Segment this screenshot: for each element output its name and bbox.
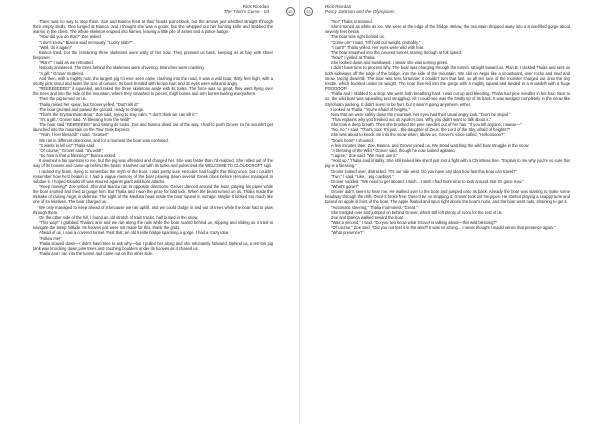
header-title: The Titan's Curse - 03 bbox=[223, 9, 269, 15]
paragraph: "Down here!" I shouted. bbox=[331, 137, 374, 143]
paragraph: Bianca tried, but the remaining three skeletons were wary of her now. They pressed us back, keeping us at bay with sheer firepower. bbox=[33, 49, 273, 61]
paragraph: "Fun," I said. "Like... pig cowboys." bbox=[331, 173, 394, 179]
paragraph: "I can't!" Thalia yelled. Her eyes were wild with fear. bbox=[331, 44, 425, 50]
paragraph: She took a deep breath. Then she brushed the pine needles out of her hair. "If you tell anyone, I swear—" bbox=[331, 122, 522, 128]
paragraph: "It wants to kill us!" Thalia said. bbox=[39, 142, 96, 148]
paragraph: A few minutes later, Zoe, Bianca, and Grover joined us. We stood watching the wild boar struggle in the snow. bbox=[331, 142, 530, 148]
page-header bbox=[325, 4, 394, 15]
paragraph: "Now!" I yelled at Thalia. bbox=[331, 55, 376, 61]
paragraph: "That's the Erymanthian Boar," Zoe said, trying to stay calm. "I don't think we can kill it." bbox=[39, 111, 198, 117]
paragraph: "Come on!" I said. "It'll hold our weight, probably." bbox=[331, 39, 421, 45]
paragraph: On the other side of the hill, I found an old stretch of train tracks, half buried in the snow. bbox=[39, 214, 199, 220]
paragraph: We ran in different directions, and for a moment the boar was confused. bbox=[39, 137, 169, 143]
paragraph: Ahead of us, I saw a covered tunnel. Past that, an old trestle bridge spanning a gorge. I had a crazy idea. bbox=[39, 230, 230, 236]
header-author: Rick Riordan bbox=[325, 4, 352, 9]
paragraph: "No, no," I said. "That's cool. It's just... the daughter of Zeus, the Lord of the Sky, afraid of heights?" bbox=[331, 127, 511, 133]
paragraph: I looked at Thalia. "You're afraid of heights." bbox=[331, 106, 411, 112]
paragraph: Thalia raised her spear, but Grover yelled, "Don't kill it!" bbox=[39, 101, 139, 107]
paragraph: "No!" Thalia screamed. bbox=[331, 19, 373, 24]
header-title: Percy Jackson and the Olympians bbox=[325, 9, 395, 15]
paragraph: "Hold up," Thalia said irritably. She still looked like she'd just lost a fight with a Christmas tree. "Explain to me why you're so sure this pig is a blessing." bbox=[325, 158, 570, 169]
paragraph: Nobody answered. The trees behind the skeletons were shivering. Branches were cracking. bbox=[39, 65, 205, 71]
paragraph: "Automatic steering," Thalia murmured. "Great." bbox=[331, 204, 418, 210]
paragraph: She looked down and swallowed. I swear she was turning green. bbox=[331, 60, 449, 66]
paragraph: She trudged over and jumped on behind Grover, which still left plenty of room for the rest of us. bbox=[331, 209, 503, 215]
paragraph: "A gift," Grover muttered. bbox=[39, 70, 85, 76]
paragraph: Thalia slowed down—I didn't have time to ask why—but I pulled her along and she reluctantly followed. Behind us, a ten-ton pig tank was knocking down pine trees and crushing boulders under its hooves as it chased us. bbox=[33, 240, 273, 251]
page-header bbox=[224, 4, 269, 15]
paragraph: "Of course," Zoe said. "Did you not feel it in the wind? It was so strong... I never thought I would sense that presence again." bbox=[331, 225, 556, 231]
paragraph: The boar smashed into the covered tunnel, tearing through at full speed. bbox=[331, 49, 462, 55]
right-page bbox=[300, 0, 600, 424]
paragraph: I racked my brain, trying to remember the myth of the boar. I was pretty sure Hercules had fought this thing once, but I couldn't remember how he'd beaten it. I had a vague memory of the boar plowing down several Greek cities before Hercules managed to subdue it. I hoped Cloudcroft was insured against giant wild boar attacks. bbox=[33, 168, 273, 184]
paragraph: "Plan?" I said as we retreated. bbox=[39, 60, 94, 66]
paragraph: There was no way to stop them. Zoe and Bianca fired at their heads point-blank, but the arrows just whistled straight through their empty skulls. One lunged at Bianca, and I thought she was a goner, but she whipped out her hunting knife and stabbed the warrior in the chest. The whole skeleton erupted into flames, leaving a little pile of ashes and a police badge. bbox=[33, 19, 273, 35]
paragraph: "Well, do it again!" bbox=[39, 44, 73, 50]
paragraph: "A blessing of the Wild," Grover said, though he now looked agitated. bbox=[331, 147, 456, 153]
paragraph: "REEEEEEEEE!" it squealed, and raked the three skeletons aside with its tusks. The force was so great, they went flying over the trees and into the side of the mountain, where they smashed to pieces, thigh bones and arm bones twirling everywhere. bbox=[33, 86, 273, 97]
paragraph: "What's gone?" bbox=[331, 184, 359, 189]
paragraph: "Keep moving!" Zoe yelled. She and Bianca ran in opposite directions. Grover danced around the boar, playing his pipes while the boar snorted and tried to gouge him. But Thalia and I won the prize for bad luck. When the beast turned on us, Thalia made the mistake of raising Aegis in defense. The sight of the Medusa head made the boar squeal in outrage. Maybe it looked too much like one of its relatives. The boar charged us. bbox=[33, 184, 273, 205]
paragraph: Thalia and I ran into the tunnel and came out on the other side. bbox=[39, 251, 154, 257]
paragraph: "Of course," Grover said. "It's wild!" bbox=[39, 147, 103, 153]
paragraph: We only managed to keep ahead of it because we ran uphill, and we could dodge in and out of trees while the boar had to plow through them. bbox=[33, 204, 273, 215]
paragraph: "Yeah, I feel blessed!" I said. "Scatter!" bbox=[39, 132, 109, 138]
paragraph: Now that we were safely down the mountain, her eyes had their usual angry look. "Don't be stupid." bbox=[331, 111, 511, 117]
paragraph: Grover didn't seem to hear me. He walked over to the boar and jumped onto its back. Already the boar was starting to make some headway through the drift. Once it broke free, there'd be no stopping it. Grover took out his pipes. He started playing a snappy tune and tossed an apple in front of the boar. The apple floated and spun right above the boar's nose, and the boar went nuts, straining to get it. bbox=[325, 189, 570, 205]
paragraph: I didn't have time to process why. The boar was charging through the tunnel, straight toward us. Plan B. I tackled Thalia and sent us both sideways off the edge of the bridge, into the side of the mountain. We slid on Aegis like a snowboard, over rocks and mud and snow, racing downhill. The boar was less fortunate; it couldn't turn that fast, so all ten tons of the monster charged out onto the tiny trestle, which buckled under its weight. The boar free-fell into the gorge with a mighty squeal and landed in a snowdrift with a huge POOOOOF! bbox=[325, 65, 570, 92]
paragraph: "Wait a second," I said. "Do you two know what Grover is talking about—this wild blessing?" bbox=[331, 220, 498, 226]
paragraph: "So how is that a blessing?" Bianca asked. bbox=[39, 153, 117, 159]
paragraph: "I don't know," Bianca said nervously. "Lucky stab?" bbox=[39, 39, 133, 45]
paragraph: The boar was right behind us. bbox=[331, 34, 385, 40]
paragraph: It seemed a fair question to me, but the pig was offended and charged her. She was faster than I'd realized. She rolled out of the way of its hooves and came up behind the beast. It lashed out with its tusks and pulverized the WELCOME TO CLOUDCROFT sign. bbox=[33, 158, 273, 169]
paragraph: "I agree," Zoe said. "We must use it." bbox=[331, 153, 398, 159]
paragraph: "This way!" I grabbed Thalia's arm and we ran along the rails while the boar roared behind us, slipping and sliding as it tried to navigate the steep hillside. Its hooves just were not made for this, thank the gods. bbox=[33, 220, 273, 231]
paragraph: "That explains why you freaked out on Apollo's bus. Why you didn't want to talk about it." bbox=[331, 116, 492, 122]
page-body-text bbox=[33, 19, 273, 422]
paragraph: Thalia and I skidded to a stop. We were both breathing hard. I was cut up and bleeding. Thalia had pine needles in her hair. Next to us, the wild boar was squealing and struggling. All I could see was the bristly tip of its back. It was wedged completely in the snow like Styrofoam packing. It didn't seem to be hurt, but it wasn't going anywhere, either. bbox=[325, 91, 570, 107]
page-number-badge: 62 bbox=[286, 7, 295, 16]
paragraph: Zoe and Bianca walked toward the boar. bbox=[331, 214, 405, 220]
paragraph: Grover nodded. "We need to get aboard. I wish... I wish I had more time to look around. But it's gone now." bbox=[331, 178, 524, 184]
paragraph: The boar said "REEEEEEE!" and swung its tusks. Zoe and Bianca dived out of the way. I had to push Grover so he wouldn't get launched into the mountain on the Tour Tusk Express. bbox=[33, 122, 273, 133]
paragraph: She was about to knock me into the snow when, above us, Grover's voice called, "Helloooooo?" bbox=[331, 132, 505, 138]
paragraph: "What presence?" bbox=[331, 230, 364, 236]
paragraph: Then the pig turned on us. bbox=[39, 96, 87, 102]
paragraph: Grover looked over, distracted. "It's our ride west. Do you have any idea how fast this boar can travel?" bbox=[331, 168, 517, 174]
paragraph: And then, with a mighty roar, the largest pig I'd ever seen came crashing into the road. It was a wild boar, thirty feet high, with a snotty pink snout and tusks the size of canoes. Its back bristled with brown hair, and its eyes were wild and angry. bbox=[33, 75, 273, 86]
paragraph: She'd turned as white as ice. We were at the edge of the bridge. Below, the mountain dropped away into a snow-filled gorge about seventy feet below. bbox=[325, 24, 570, 35]
paragraph: The boar grunted and pawed the ground, ready to charge. bbox=[39, 106, 145, 112]
paragraph: "Follow me!" bbox=[39, 235, 62, 241]
page-body-text bbox=[325, 19, 570, 422]
page-number-badge: 63 bbox=[304, 7, 313, 16]
header-author: Rick Riordan bbox=[242, 4, 269, 9]
paragraph: "How did you do that?" Zoe asked. bbox=[39, 34, 102, 40]
paragraph: "It's a gift," Grover said. "A blessing from the Wild!" bbox=[39, 116, 131, 122]
